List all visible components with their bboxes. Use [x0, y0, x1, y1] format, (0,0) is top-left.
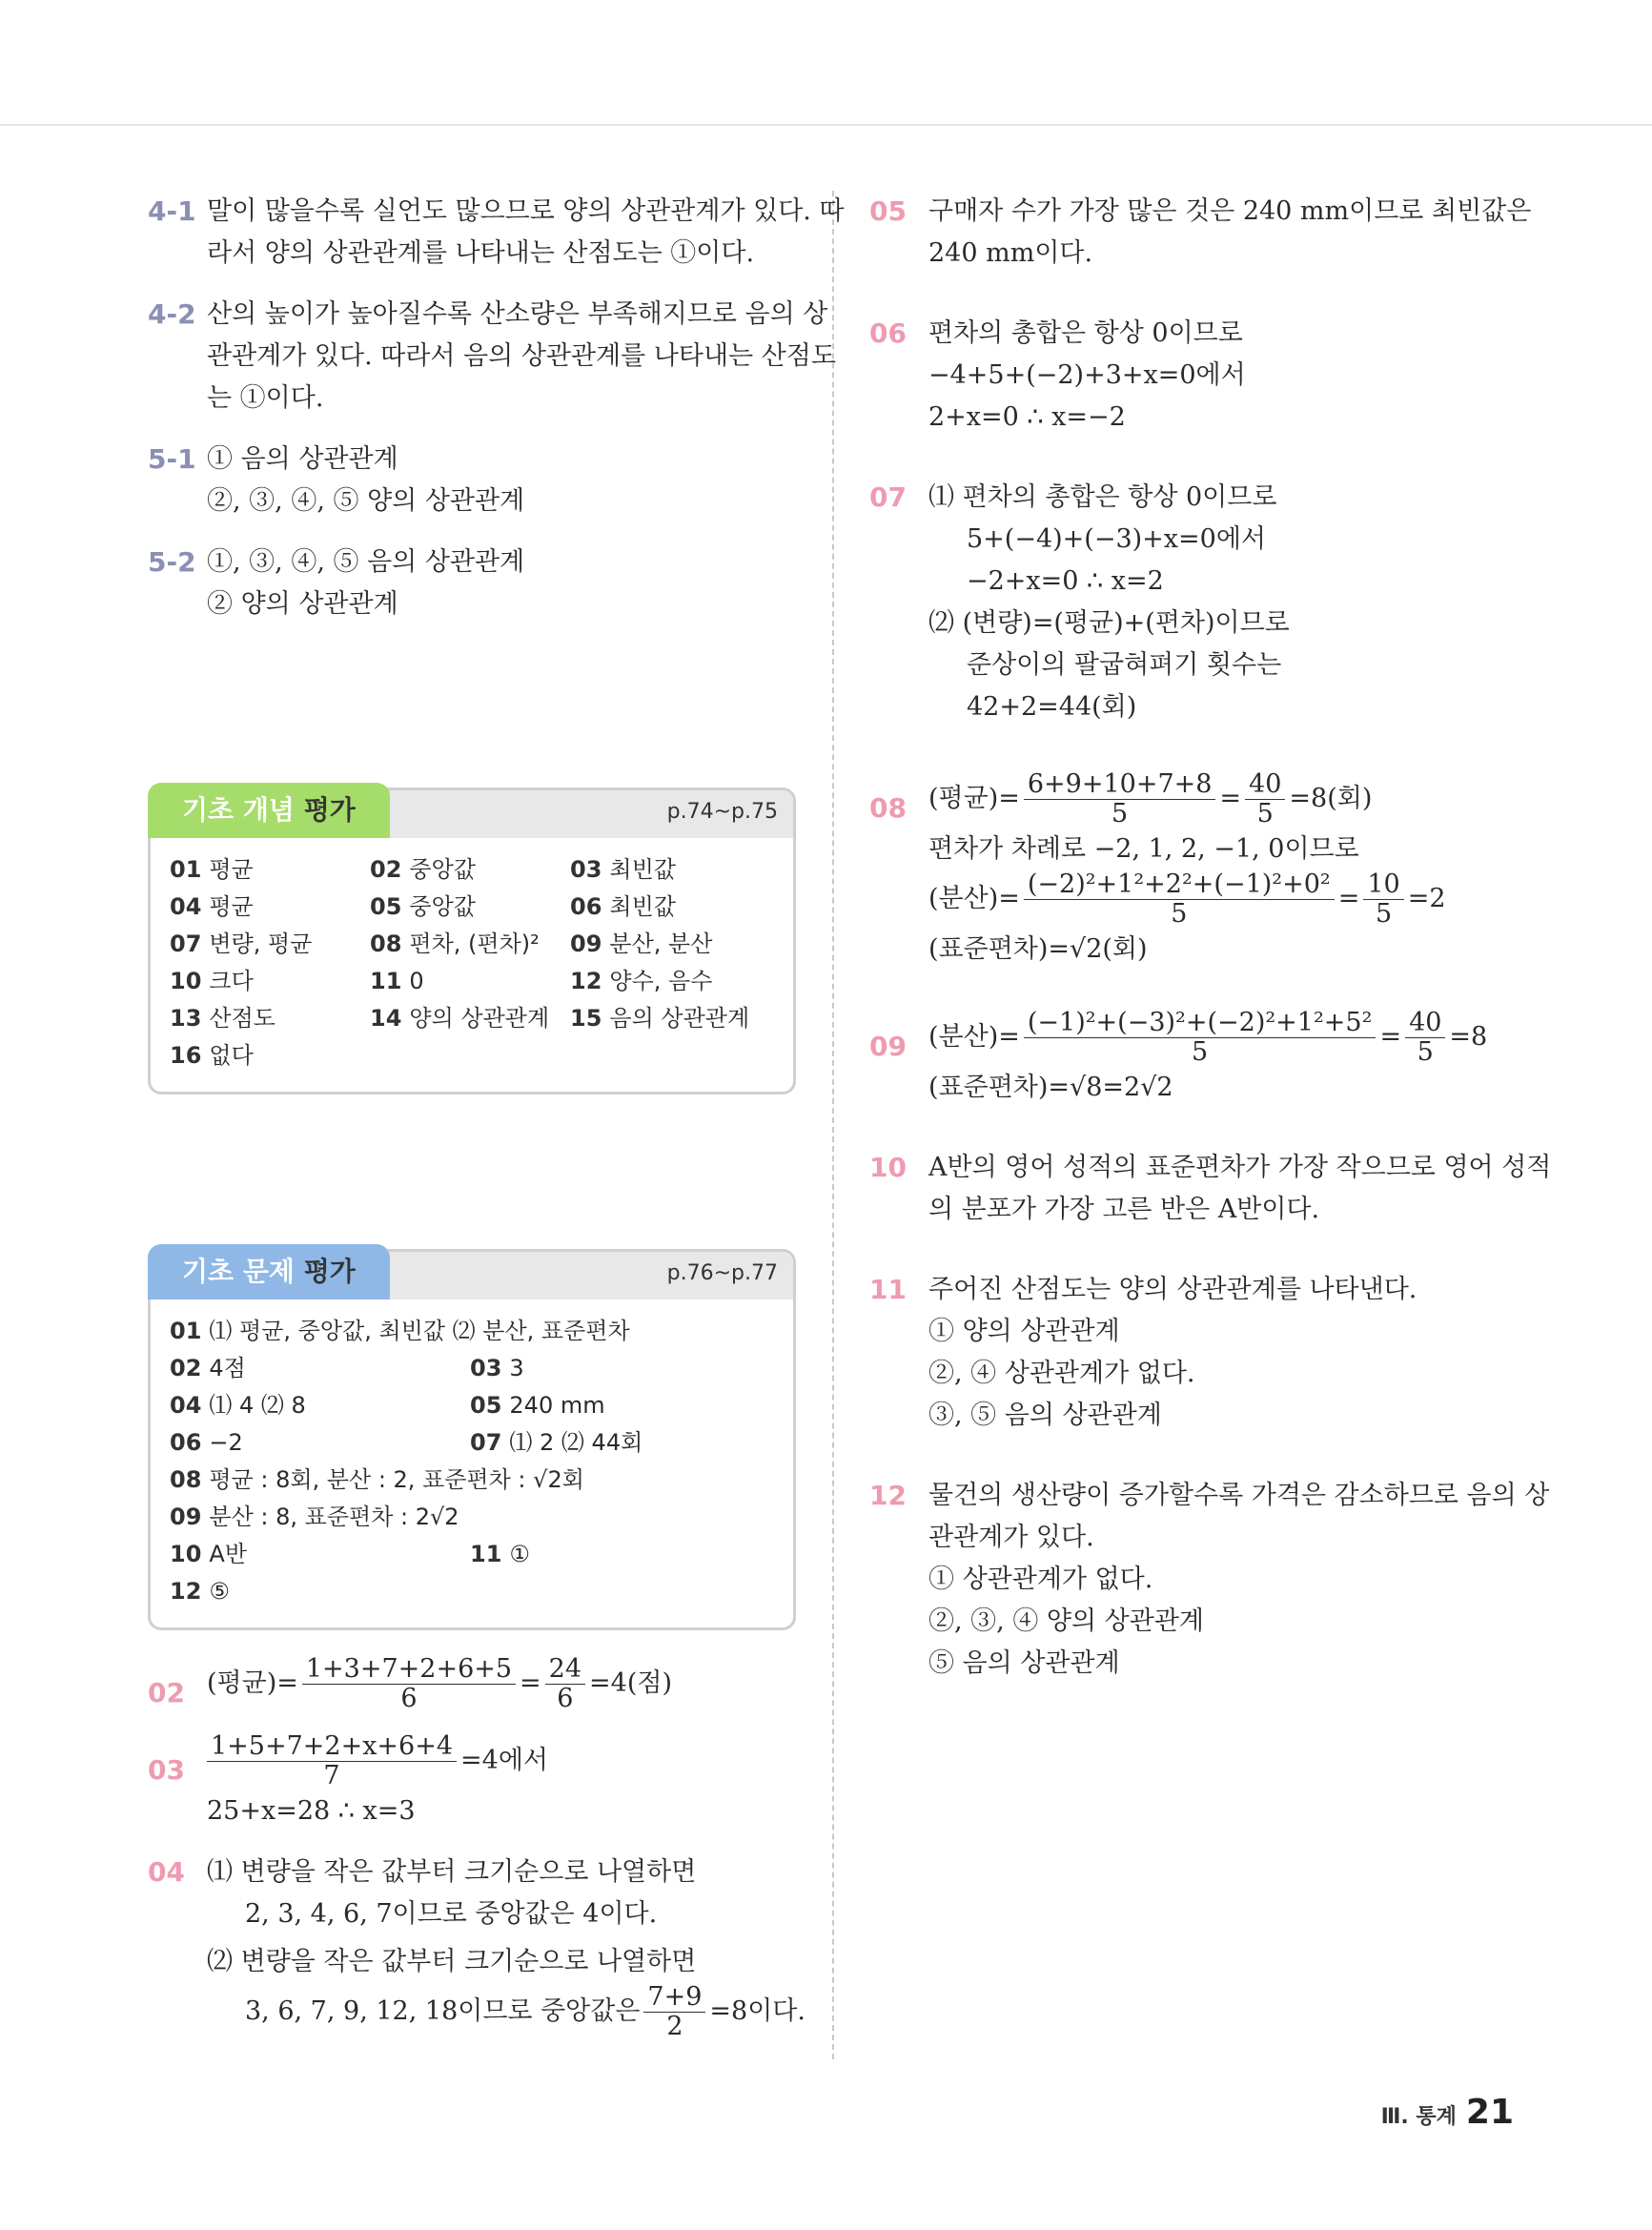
text-line: ②, ④ 상관관계가 없다. — [928, 1359, 1195, 1388]
formula-text: =2 — [1407, 884, 1446, 913]
answer-cell — [370, 889, 570, 926]
answer-text: 중앙값 — [409, 856, 476, 883]
problem-number: 4-1 — [148, 195, 196, 227]
answer-cell — [170, 1000, 370, 1037]
answer-number: 02 — [370, 856, 402, 883]
answer-number: 13 — [170, 1005, 202, 1032]
answer-number: 01 — [170, 856, 202, 883]
answer-row — [170, 1424, 470, 1462]
text-line: 5+(−4)+(−3)+x=0에서 — [967, 524, 1266, 554]
answer-text: 평균 : 8회, 분산 : 2, 표준편차 : √2회 — [209, 1466, 584, 1493]
box-header — [151, 790, 793, 838]
fraction — [1024, 870, 1335, 929]
text-line: (표준편차)=√8=2√2 — [928, 1073, 1173, 1102]
answer-text: ⑴ 평균, 중앙값, 최빈값 ⑵ 분산, 표준편차 — [209, 1318, 630, 1344]
problem-number: 09 — [869, 1031, 907, 1062]
section-label: Ⅲ. 통계 — [1380, 2105, 1457, 2129]
formula-line — [207, 1982, 806, 2041]
fraction — [1024, 770, 1216, 829]
answer-text: 변량, 평균 — [209, 931, 313, 957]
text-line: ① 상관관계가 없다. — [928, 1565, 1153, 1594]
fraction — [1363, 870, 1403, 929]
answer-cell — [570, 1000, 761, 1037]
tab-label: 기초 개념 — [182, 794, 304, 826]
answer-grid — [151, 1299, 793, 1627]
answer-number: 07 — [170, 931, 202, 957]
formula-line: (분산)= $\frac{\text{(−1)²+(−3)²+(−2)²+1²+5²}}{5}$ = $\frac{40}{5}$ =8 — [928, 1008, 1488, 1067]
answer-number: 08 — [170, 1466, 202, 1493]
fraction — [1024, 1009, 1377, 1067]
answer-text: 최빈값 — [609, 893, 676, 920]
fraction — [302, 1655, 516, 1713]
problem-number: 10 — [869, 1152, 907, 1183]
text-line: ② 양의 상관관계 — [207, 589, 398, 619]
answer-number: 12 — [170, 1578, 202, 1605]
text-line: −4+5+(−2)+3+x=0에서 — [928, 360, 1246, 390]
answer-number: 05 — [470, 1392, 502, 1419]
answer-number: 12 — [570, 968, 602, 994]
answer-number: 10 — [170, 968, 202, 994]
answer-row — [470, 1424, 770, 1462]
concept-review-box — [148, 788, 796, 1095]
answer-row — [170, 1313, 770, 1350]
answer-text: 0 — [409, 968, 424, 994]
answer-text: 음의 상관관계 — [609, 1005, 750, 1032]
text-line: 240 mm이다. — [928, 238, 1093, 268]
answer-number: 14 — [370, 1005, 402, 1032]
answer-number: 06 — [170, 1429, 202, 1456]
fraction — [643, 1983, 705, 2041]
text-line: ⑵ 변량을 작은 값부터 크기순으로 나열하면 — [207, 1947, 697, 1976]
denominator: 5 — [1417, 1037, 1434, 1067]
numerator: 10 — [1363, 870, 1403, 900]
tab-label-bold: 평가 — [303, 1256, 356, 1287]
answer-number: 09 — [570, 931, 602, 957]
text-line: ②, ③, ④, ⑤ 양의 상관관계 — [207, 486, 525, 516]
solution-09 — [869, 1009, 1527, 1109]
problem-number: 05 — [869, 195, 907, 227]
problem-number: 5-2 — [148, 546, 196, 578]
text-line: 25+x=28 ∴ x=3 — [207, 1796, 416, 1826]
answer-cell — [170, 963, 370, 1000]
text-line: ① 양의 상관관계 — [928, 1317, 1120, 1346]
solution-10 — [869, 1147, 1552, 1231]
text-line: ③, ⑤ 음의 상관관계 — [928, 1401, 1162, 1430]
left-column — [148, 191, 845, 2060]
solution-05 — [869, 191, 1532, 275]
answer-number: 15 — [570, 1005, 602, 1032]
answer-text: ① — [509, 1541, 530, 1567]
answer-row — [470, 1387, 770, 1424]
answer-text: 분산 : 8, 표준편차 : 2√2 — [209, 1504, 459, 1530]
denominator: 6 — [400, 1684, 418, 1713]
problem-number: 04 — [148, 1856, 185, 1888]
problem-5-2 — [148, 542, 796, 625]
text-line: 의 분포가 가장 고른 반은 A반이다. — [928, 1195, 1320, 1224]
answer-text: 240 mm — [509, 1392, 605, 1419]
answer-cell — [170, 851, 370, 889]
answer-text: −2 — [209, 1429, 243, 1456]
page-range: p.74~p.75 — [666, 800, 778, 824]
formula-text: =8이다. — [709, 1996, 806, 2026]
formula-text: =8 — [1449, 1022, 1488, 1052]
problem-4-2 — [148, 294, 836, 419]
text-line: 물건의 생산량이 증가할수록 가격은 감소하므로 음의 상 — [928, 1481, 1550, 1510]
answer-text: 최빈값 — [609, 856, 676, 883]
answer-cell — [570, 889, 761, 926]
answer-number: 07 — [470, 1429, 502, 1456]
text-line: 주어진 산점도는 양의 상관관계를 나타낸다. — [928, 1275, 1417, 1304]
text-line: 편차가 차례로 −2, 1, 2, −1, 0이므로 — [928, 834, 1359, 864]
page-range: p.76~p.77 — [666, 1261, 778, 1285]
formula-text: (평균)= — [928, 784, 1020, 813]
answer-cell — [170, 1037, 370, 1074]
answer-cell — [570, 851, 761, 889]
solution-06 — [869, 313, 1527, 439]
text-line: 준상이의 팔굽혀펴기 횟수는 — [967, 650, 1282, 680]
box-header — [151, 1252, 793, 1299]
problem-number: 11 — [869, 1274, 907, 1305]
denominator: 5 — [1171, 899, 1188, 929]
formula-text: =8(회) — [1289, 784, 1373, 813]
text-line: −2+x=0 ∴ x=2 — [967, 566, 1164, 596]
answer-number: 16 — [170, 1042, 202, 1069]
solution-04 — [148, 1852, 806, 2041]
text-line: 는 ①이다. — [207, 383, 324, 413]
text-line: ① 음의 상관관계 — [207, 444, 398, 474]
problem-number: 07 — [869, 481, 907, 513]
formula-line — [207, 1655, 796, 1713]
problem-number: 5-1 — [148, 443, 196, 475]
formula-text: (분산)= — [928, 884, 1020, 913]
answer-text: 양수, 음수 — [609, 968, 713, 994]
answer-text: 3 — [509, 1355, 524, 1381]
text-line: 편차의 총합은 항상 0이므로 — [928, 318, 1243, 348]
problem-review-box — [148, 1249, 796, 1630]
answer-row — [170, 1536, 470, 1573]
answer-number: 06 — [570, 893, 602, 920]
answer-cell — [570, 963, 761, 1000]
answer-number: 03 — [470, 1355, 502, 1381]
answer-number: 03 — [570, 856, 602, 883]
formula-line: (분산)= $\frac{\text{(−2)²+1²+2²+(−1)²+0²}}{5}$ = $\frac{10}{5}$ =2 — [928, 869, 1446, 929]
answer-row — [170, 1573, 470, 1610]
text-line: 2+x=0 ∴ x=−2 — [928, 402, 1126, 432]
answer-text: 중앙값 — [409, 893, 476, 920]
solution-02 — [148, 1655, 796, 1713]
text-line: (표준편차)=√2(회) — [928, 934, 1148, 964]
answer-text: 크다 — [209, 968, 254, 994]
answer-grid — [151, 838, 793, 1092]
denominator: 5 — [1375, 899, 1393, 929]
page-footer — [1381, 2093, 1514, 2132]
answer-text: 양의 상관관계 — [409, 1005, 550, 1032]
fraction — [207, 1732, 457, 1790]
answer-number: 09 — [170, 1504, 202, 1530]
answer-cell — [370, 926, 570, 963]
answer-number: 04 — [170, 1392, 202, 1419]
formula-text: =4에서 — [460, 1746, 549, 1775]
answer-row — [170, 1350, 470, 1387]
answer-text: 산점도 — [209, 1005, 275, 1032]
answer-text: 평균 — [209, 893, 254, 920]
numerator: 1+5+7+2+x+6+4 — [207, 1732, 457, 1762]
solution-12 — [869, 1475, 1550, 1685]
text-line: 2, 3, 4, 6, 7이므로 중앙값은 4이다. — [245, 1899, 658, 1929]
answer-number: 11 — [370, 968, 402, 994]
answer-number: 05 — [370, 893, 402, 920]
denominator: 5 — [1192, 1037, 1209, 1067]
tab-label: 기초 문제 — [182, 1256, 304, 1287]
problem-5-1 — [148, 439, 796, 522]
text-line: 산의 높이가 높아질수록 산소량은 부족해지므로 음의 상 — [207, 299, 828, 329]
right-column — [869, 191, 1552, 1704]
answer-row — [170, 1387, 470, 1424]
column-divider — [832, 191, 834, 2059]
formula-text: = — [520, 1668, 541, 1698]
problem-number: 12 — [869, 1480, 907, 1511]
text-line: 말이 많을수록 실언도 많으므로 양의 상관관계가 있다. 따 — [207, 196, 845, 226]
tab-label-bold: 평가 — [303, 794, 356, 826]
text-line: 42+2=44(회) — [967, 692, 1137, 722]
denominator: 2 — [666, 2012, 683, 2041]
text-line: ⑴ 편차의 총합은 항상 0이므로 — [928, 482, 1277, 512]
denominator: 6 — [557, 1684, 574, 1713]
problem-number: 08 — [869, 792, 907, 824]
answer-number: 11 — [470, 1541, 502, 1567]
answer-cell — [170, 926, 370, 963]
answer-cell — [370, 1000, 570, 1037]
formula-line — [207, 1732, 796, 1790]
problem-number: 02 — [148, 1677, 185, 1708]
answer-text: 분산, 분산 — [609, 931, 713, 957]
answer-number: 01 — [170, 1318, 202, 1344]
answer-cell — [570, 926, 761, 963]
answer-text: 평균 — [209, 856, 254, 883]
answer-number: 04 — [170, 893, 202, 920]
denominator: 5 — [1256, 799, 1274, 829]
answer-text: ⑤ — [209, 1578, 230, 1605]
numerator: (−1)²+(−3)²+(−2)²+1²+5² — [1024, 1009, 1377, 1038]
answer-cell — [370, 851, 570, 889]
text-line: ⑤ 음의 상관관계 — [928, 1648, 1120, 1678]
numerator: 40 — [1245, 770, 1285, 800]
answer-number: 02 — [170, 1355, 202, 1381]
answer-cell — [370, 963, 570, 1000]
problem-number: 4-2 — [148, 298, 196, 330]
denominator: 7 — [323, 1761, 340, 1790]
formula-text: =4(점) — [589, 1668, 672, 1698]
text-line: 관관계가 있다. 따라서 음의 상관관계를 나타내는 산점도 — [207, 341, 836, 371]
formula-text: (평균)= — [207, 1668, 298, 1698]
answer-text: A반 — [209, 1541, 248, 1567]
text-line: ⑵ (변량)=(평균)+(편차)이므로 — [928, 608, 1290, 638]
solution-08 — [869, 770, 1527, 971]
fraction — [1405, 1009, 1445, 1067]
text-line: 구매자 수가 가장 많은 것은 240 mm이므로 최빈값은 — [928, 196, 1532, 226]
formula-line: (평균)= $\frac{6+9+10+7+8}{5}$ = $\frac{40}{5}$ =8(회) — [928, 769, 1373, 829]
fraction — [1245, 770, 1285, 829]
answer-row — [470, 1536, 770, 1573]
text-line: A반의 영어 성적의 표준편차가 가장 작으므로 영어 성적 — [928, 1153, 1552, 1182]
numerator: (−2)²+1²+2²+(−1)²+0² — [1024, 870, 1335, 900]
fraction — [545, 1655, 585, 1713]
page-number: 21 — [1465, 2093, 1514, 2132]
answer-text: ⑴ 2 ⑵ 44회 — [509, 1429, 643, 1456]
box-tab — [148, 783, 390, 838]
text-line: 라서 양의 상관관계를 나타내는 산점도는 ①이다. — [207, 238, 755, 268]
problem-number: 06 — [869, 317, 907, 349]
answer-number: 08 — [370, 931, 402, 957]
answer-row — [170, 1462, 770, 1499]
text-line: ①, ③, ④, ⑤ 음의 상관관계 — [207, 547, 525, 577]
text-line: ②, ③, ④ 양의 상관관계 — [928, 1606, 1204, 1636]
answer-cell — [170, 889, 370, 926]
answer-text: 없다 — [209, 1042, 254, 1069]
solution-03 — [148, 1732, 796, 1832]
answer-text: 4점 — [209, 1355, 246, 1381]
answer-row — [470, 1350, 770, 1387]
solution-11 — [869, 1269, 1527, 1437]
answer-row — [170, 1499, 770, 1536]
solution-07 — [869, 477, 1527, 728]
numerator: 1+3+7+2+6+5 — [302, 1655, 516, 1685]
text-line: 관관계가 있다. — [928, 1523, 1094, 1552]
numerator: 6+9+10+7+8 — [1024, 770, 1216, 800]
answer-number: 10 — [170, 1541, 202, 1567]
problem-4-1 — [148, 191, 845, 275]
numerator: 7+9 — [643, 1983, 705, 2013]
numerator: 24 — [545, 1655, 585, 1685]
answer-text: 편차, (편차)² — [409, 931, 540, 957]
denominator: 5 — [1112, 799, 1129, 829]
formula-text: 3, 6, 7, 9, 12, 18이므로 중앙값은 — [245, 1996, 641, 2026]
top-rule — [0, 124, 1652, 126]
answer-text: ⑴ 4 ⑵ 8 — [209, 1392, 306, 1419]
formula-text: (분산)= — [928, 1022, 1020, 1052]
text-line: ⑴ 변량을 작은 값부터 크기순으로 나열하면 — [207, 1857, 697, 1887]
numerator: 40 — [1405, 1009, 1445, 1038]
problem-number: 03 — [148, 1754, 185, 1786]
box-tab — [148, 1244, 390, 1299]
